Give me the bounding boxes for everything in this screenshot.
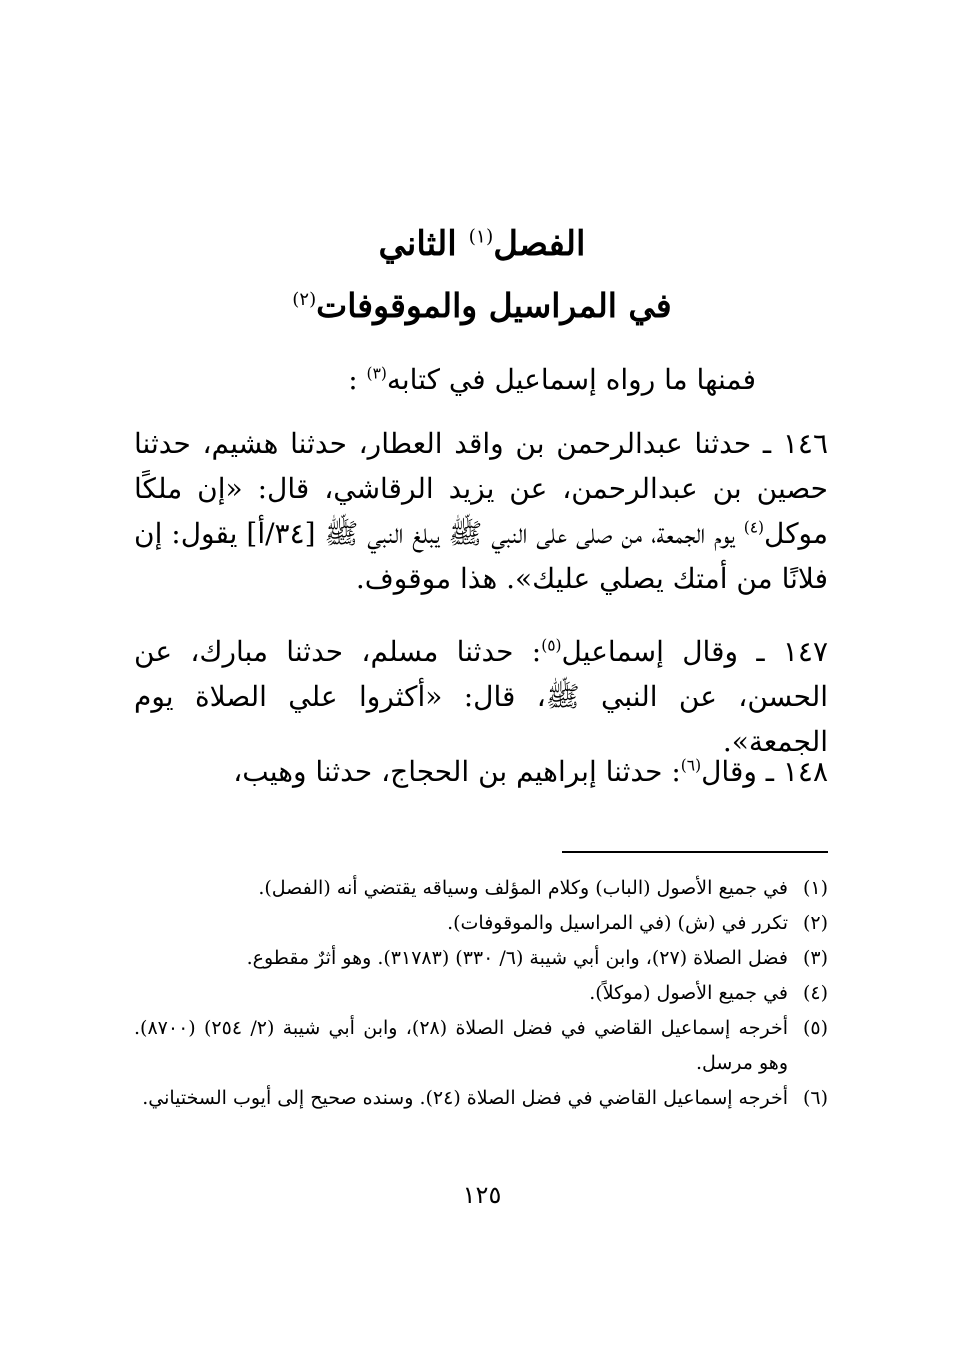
- intro-colon: :: [348, 363, 358, 396]
- footnote-number: (١): [802, 877, 828, 899]
- intro-line: [348, 360, 756, 400]
- footnote-number: (٢): [802, 912, 828, 934]
- chapter-title-suffix: الثاني: [378, 224, 457, 264]
- hadith-147-text-b: : حدثنا مسلم، حدثنا مبارك، عن الحسن، عن النبي ﷺ، قال: «أكثروا علي الصلاة يوم الجمعة».: [134, 635, 828, 758]
- chapter-title-text: الفصل: [493, 224, 586, 264]
- footnotes-list: [134, 871, 828, 1116]
- footnote-marker-5[interactable]: (٥): [541, 636, 562, 655]
- intro-text: فمنها ما رواه إسماعيل في كتابه: [386, 363, 756, 396]
- hadith-148: [134, 749, 828, 794]
- footnote-6: [134, 1081, 828, 1116]
- footnote-text: في جميع الأصول (الباب) وكلام المؤلف وسياقه يقتضي أنه (الفصل).: [258, 877, 788, 899]
- section-subtitle-text: في المراسيل والموقوفات: [316, 286, 672, 325]
- footnote-number: (٦): [802, 1087, 828, 1109]
- hadith-148-text-a: ١٤٨ ـ وقال: [701, 755, 828, 788]
- chapter-title: [0, 222, 964, 266]
- footnote-text: في جميع الأصول (موكلاً).: [589, 982, 788, 1004]
- section-subtitle: [0, 284, 964, 328]
- hadith-147-text-a: ١٤٧ ـ وقال إسماعيل: [561, 635, 828, 668]
- footnote-marker-6[interactable]: (٦): [680, 756, 702, 775]
- footnote-marker-1[interactable]: (١): [468, 226, 494, 248]
- footnote-marker-2[interactable]: (٢): [292, 289, 317, 310]
- footnote-3: [134, 941, 828, 976]
- footnote-marker-3[interactable]: (٣): [366, 364, 387, 383]
- hadith-146: [134, 421, 828, 601]
- footnote-2: [134, 906, 828, 941]
- footnote-text: فضل الصلاة (٢٧)، وابن أبي شيبة (٦/ ٣٣٠) (٣١٧٨٣). وهو أثرٌ مقطوع.: [246, 947, 788, 969]
- footnote-text: تكرر في (ش) (في المراسيل والموقوفات).: [447, 912, 788, 934]
- footnote-divider: [562, 851, 828, 853]
- footnote-number: (٤): [802, 982, 828, 1004]
- footnote-text: أخرجه إسماعيل القاضي في فضل الصلاة (٢٤). وسنده صحيح إلى أيوب السختياني.: [142, 1087, 788, 1109]
- footnote-marker-4[interactable]: (٤): [743, 518, 764, 537]
- hadith-147: [134, 629, 828, 764]
- footnote-1: [134, 871, 828, 906]
- footnote-5: [134, 1011, 828, 1081]
- footnote-text: أخرجه إسماعيل القاضي في فضل الصلاة (٢٨)، وابن أبي شيبة (٢/ ٢٥٤) (٨٧٠٠). وهو مرسل.: [134, 1017, 788, 1074]
- footnote-number: (٣): [802, 947, 828, 969]
- hadith-146-text-b: يوم الجمعة، من صلى على النبي ﷺ يبلغ النبي ﷺ [٣٤/أ] يقول: إن فلانًا من أمتك يصلي عليك». هذا موقوف.: [134, 517, 828, 595]
- hadith-148-text-b: : حدثنا إبراهيم بن الحجاج، حدثنا وهيب،: [233, 755, 681, 788]
- footnote-number: (٥): [802, 1017, 828, 1039]
- footnote-4: [134, 976, 828, 1011]
- page-number: ١٢٥: [462, 1181, 502, 1209]
- hadith-146-text-a: ١٤٦ ـ حدثنا عبدالرحمن بن واقد العطار، حدثنا هشيم، حدثنا حصين بن عبدالرحمن، عن يزيد الرقاشي، قال: «إن ملكًا موكل: [134, 427, 828, 550]
